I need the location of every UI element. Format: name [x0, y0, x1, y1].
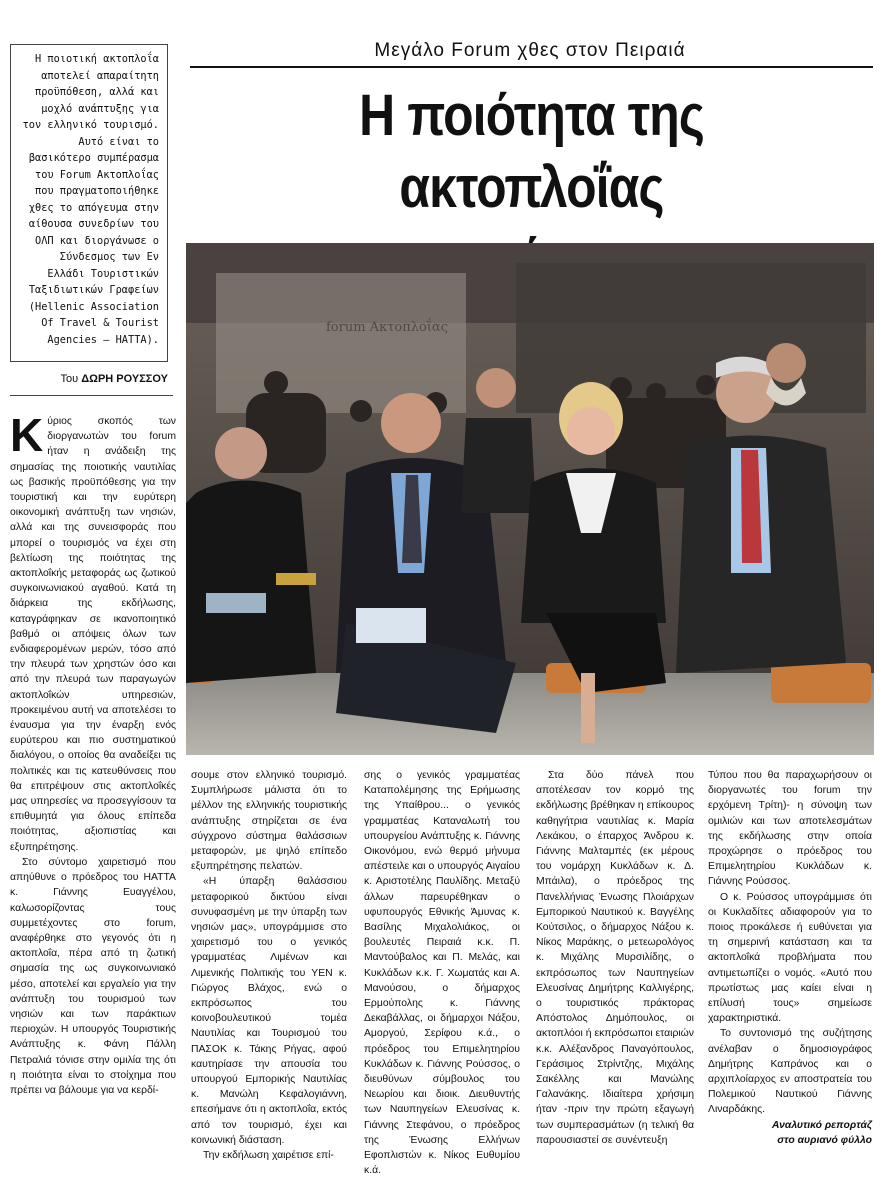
signoff-line-1: Αναλυτικό ρεπορτάζ: [771, 1119, 872, 1131]
column-2-paragraph-2: «Η ύπαρξη θαλάσσιου μεταφορικού δικτύου είναι συνυφασμένη με την ύπαρξη των νησιών μας», υπογράμμισε στο χαιρετισμό του ο γενικός γραμματέας Λιμένων και Λιμενικής Πολιτικής του ΥΕΝ κ. Γιώργος Βλάχος, ενώ ο εκπρόσωπος του κοινοβουλευτικού τομέα Ναυτιλίας και Τουρισμού του ΠΑΣΟΚ κ. Τάκης Ρήγας, αφού καυτηρίασε την απουσία του υπουργού Εμπορικής Ναυτιλίας κ. Μανώλη Κεφαλογιάννη, επεσήμανε ότι η ακτοπλοΐα, εκτός από τον τουρισμό, έχει και κοινωνική διάσταση.: [191, 876, 347, 1146]
column-5-paragraph-1: Τύπου που θα παραχωρήσουν οι διοργανωτές του forum την ερχόμενη Τρίτη)- η σύνοψη των ομιλιών και των αποτελεσμάτων της εκδήλωσης στην οποία προχώρησε ο πρόεδρος του Επιμελητηρίου Κυκλάδων κ. Γιάννης Ρούσσος.: [708, 770, 872, 888]
column-2-paragraph-1: σουμε στον ελληνικό τουρισμό. Συμπλήρωσε μάλιστα ότι το μέλλον της ελληνικής τουριστικής ανάπτυξης στηρίζεται σε ένα σύγχρονο σύστημα θαλάσσιων μεταφορών, με ψηλό επίπεδο εξυπηρέτησης πελατών.: [191, 770, 347, 873]
column-3-paragraph-1: σης ο γενικός γραμματέας Καταπολέμησης της Ερήμωσης της Υπαίθρου... ο γενικός γραμματέας Καταναλωτή του υπουργείου Ανάπτυξης κ. Γιάννης Οικονόμου, ενώ θερμό μήνυμα απέστειλε και ο υπουργός Αιγαίου κ. Αριστοτέλης Παυλίδης. Μεταξύ άλλων παρευρέθηκαν ο υφυπουργός Εθνικής Άμυνας κ. Βασίλης Μιχαλολιάκος, οι βουλευτές Πειραιά κ.κ. Π. Μαντούβαλος και Π. Μελάς, και Κυκλάδων κ.κ. Γ. Χωματάς και Α. Μανούσου, ο δήμαρχος Ερμούπολης κ. Γιάννης Δεκαβάλλας, οι δήμαρχοι Νάξου, Αμοργού, Σερίφου κ.ά., ο πρόεδρος του Επιμελητηρίου Κυκλάδων κ. Γιάννης Ρούσσος, ο διευθύνων σύμβουλος του Νεωρίου και διοικ. Διευθυντής των Ναυπηγείων Ελευσίνας κ. Γιάννης Στεφάνου, ο πρόεδρος της Ένωσης Ελλήνων Εφοπλιστών κ. Νίκος Ευθυμίου κ.ά.: [364, 770, 520, 1177]
byline-author: ΔΩΡΗ ΡΟΥΣΣΟΥ: [81, 373, 168, 385]
column-5-paragraph-2: Ο κ. Ρούσσος υπογράμμισε ότι οι Κυκλαδίτες αδιαφορούν για το ποιος προκάλεσε ή ευθύνεται για τη σημερινή κατάσταση και τα ακτοπλοΐκά προβλήματα που αντιμετωπίζει ο νομός. «Αυτό που πρωτίστως μας καίει είναι η επίλυσή τους» σημείωσε χαρακτηριστικά.: [708, 891, 872, 1025]
column-2: [191, 768, 347, 1163]
column-5-paragraph-3: Το συντονισμό της συζήτησης ανέλαβαν ο δημοσιογράφος Δημήτρης Καπράνος και ο αρχιπλοίαρχος εν αποστρατεία του Πολεμικού Ναυτικού Γιάννης Λιναρδάκης.: [708, 1028, 872, 1116]
column-1-paragraph-1: [10, 409, 176, 855]
column-3: [364, 768, 520, 1178]
byline-rule: [10, 395, 173, 396]
column-2-paragraph-3: Την εκδήλωση χαιρέτισε επί-: [203, 1150, 334, 1162]
byline-prefix: Του: [60, 373, 79, 385]
lead-box: Η ποιοτική ακτοπλοΐα αποτελεί απαραίτητη προϋπόθεση, αλλά και μοχλό ανάπτυξης για τον ελληνικό τουρισμό. Αυτό είναι το βασικότερο συμπέρασμα του Forum Ακτοπλοΐας που πραγματοποιήθηκε χθες το απόγευμα στην αίθουσα συνεδρίων του ΟΛΠ και διοργάνωσε ο Σύνδεσμος των Εν Ελλάδι Τουριστικών Ταξιδιωτικών Γραφείων (Hellenic Association Of Travel & Tourist Agencies – HATTA).: [10, 44, 168, 362]
column-1: [10, 409, 176, 1098]
column-5: [708, 768, 872, 1148]
kicker-rule: [190, 66, 873, 68]
kicker: Μεγάλο Forum χθες στον Πειραιά: [374, 40, 686, 61]
dropcap: Κ: [10, 409, 44, 461]
headline-line-1: Η ποιότητα της ακτοπλοΐας: [359, 83, 704, 220]
event-photo-image: [186, 243, 874, 755]
signoff: [708, 1118, 872, 1148]
column-4: [536, 768, 694, 1148]
signoff-line-2: στο αυριανό φύλλο: [777, 1134, 872, 1146]
photo-banner: forum Ακτοπλοΐας: [326, 320, 448, 335]
column-1-paragraph-1-text: ύριος σκοπός των διοργανωτών του forum ήταν η ανάδειξη της σημασίας της ποιοτικής ναυτιλίας ως βασικής προϋπόθεσης για την τουριστική και την ευρύτερη οικονομική ανάπτυξη των νησιών, αλλά και της συνεισφοράς που μπορεί ο τουρισμός να έχει στη βελτίωση της ποιότητας της ακτοπλοΐκής μεταφοράς ως ζωτικού συγκοινωνιακού αγαθού. Κατά τη διάρκεια της εκδήλωσης, καταγράφηκαν σε ικανοποιητικό βαθμό οι απόψεις όλων των ενδιαφερομένων μερών, τόσο από την πλευρά των χρηστών όσο και από την πλευρά των παραγωγών ακτοπλοΐκών υπηρεσιών, προκειμένου αυτή να αποτελέσει το έναυσμα για την έναρξη ενός ευρύτερου και πιο συστηματικού διαλόγου, ο οποίος θα αναδείξει τις πολιτικές και τις κατευθύνσεις που θα επιτρέψουν στις ακτοπλοΐκές μας υπηρεσίες να προσεγγίσουν τα επιθυμητά για όλους επίπεδα ποιότητας, αξιοπιστίας και εξυπηρέτησης.: [10, 416, 176, 853]
event-photo: [186, 243, 874, 755]
column-4-paragraph-1: Στα δύο πάνελ που αποτέλεσαν τον κορμό της εκδήλωσης βρέθηκαν η επίκουρος καθηγήτρια ναυτιλίας κ. Μαρία Λεκάκου, ο έπαρχος Άνδρου κ. Γιάννης Μαλταμπές (εκ μέρους του νομάρχη Κυκλάδων κ. Δ. Μπάιλα), ο πρόεδρος της Πανελλήνιας Ένωσης Πλοιάρχων Εμπορικού Ναυτικού κ. Βαγγέλης Κούτσιλος, ο δήμαρχος Νάξου κ. Νίκος Μαράκης, ο μετεωρολόγος κ. Μιχάλης Μυρσιλίδης, ο εκπρόσωπος των Ναυπηγείων Ελευσίνας Δημήτρης Καλλιγέρης, ο τουριστικός πράκτορας Απόστολος Δημόπουλος, οι ακτοπλόοι ή εκπρόσωποι εταιριών κ.κ. Αλέξανδρος Παναγόπουλος, Γεράσιμος Στρίντζης, Μιχάλης Σακέλλης και Μανώλης Γαλανάκης. Ιδιαίτερα χρήσιμη ήταν -πριν την πρώτη εξαγωγή των συμπερασμάτων (η τελική θα παρουσιαστεί σε συνέντευξη: [536, 770, 694, 1146]
column-1-paragraph-2: Στο σύντομο χαιρετισμό που απηύθυνε ο πρόεδρος του HATTA κ. Γιάννης Ευαγγέλου, καλωσορίζοντας τους συμμετέχοντες στο forum, αναφέρθηκε στο γεγονός ότι η ακτοπλοΐα, πέρα από τη ζωτική σημασία της ως συγκοινωνιακό μέσο, αποτελεί και εργαλείο για την ανάπτυξη του τουρισμού των νησιών και των παράκτιων περιοχών. Η υπουργός Τουριστικής Ανάπτυξης κ. Φάνη Πάλλη Πετραλιά τόνισε στην ομιλία της ότι η ποιότητα είναι το στοίχημα που πρέπει να βάλουμε για να κερδί-: [10, 856, 176, 1096]
byline: [10, 373, 168, 385]
